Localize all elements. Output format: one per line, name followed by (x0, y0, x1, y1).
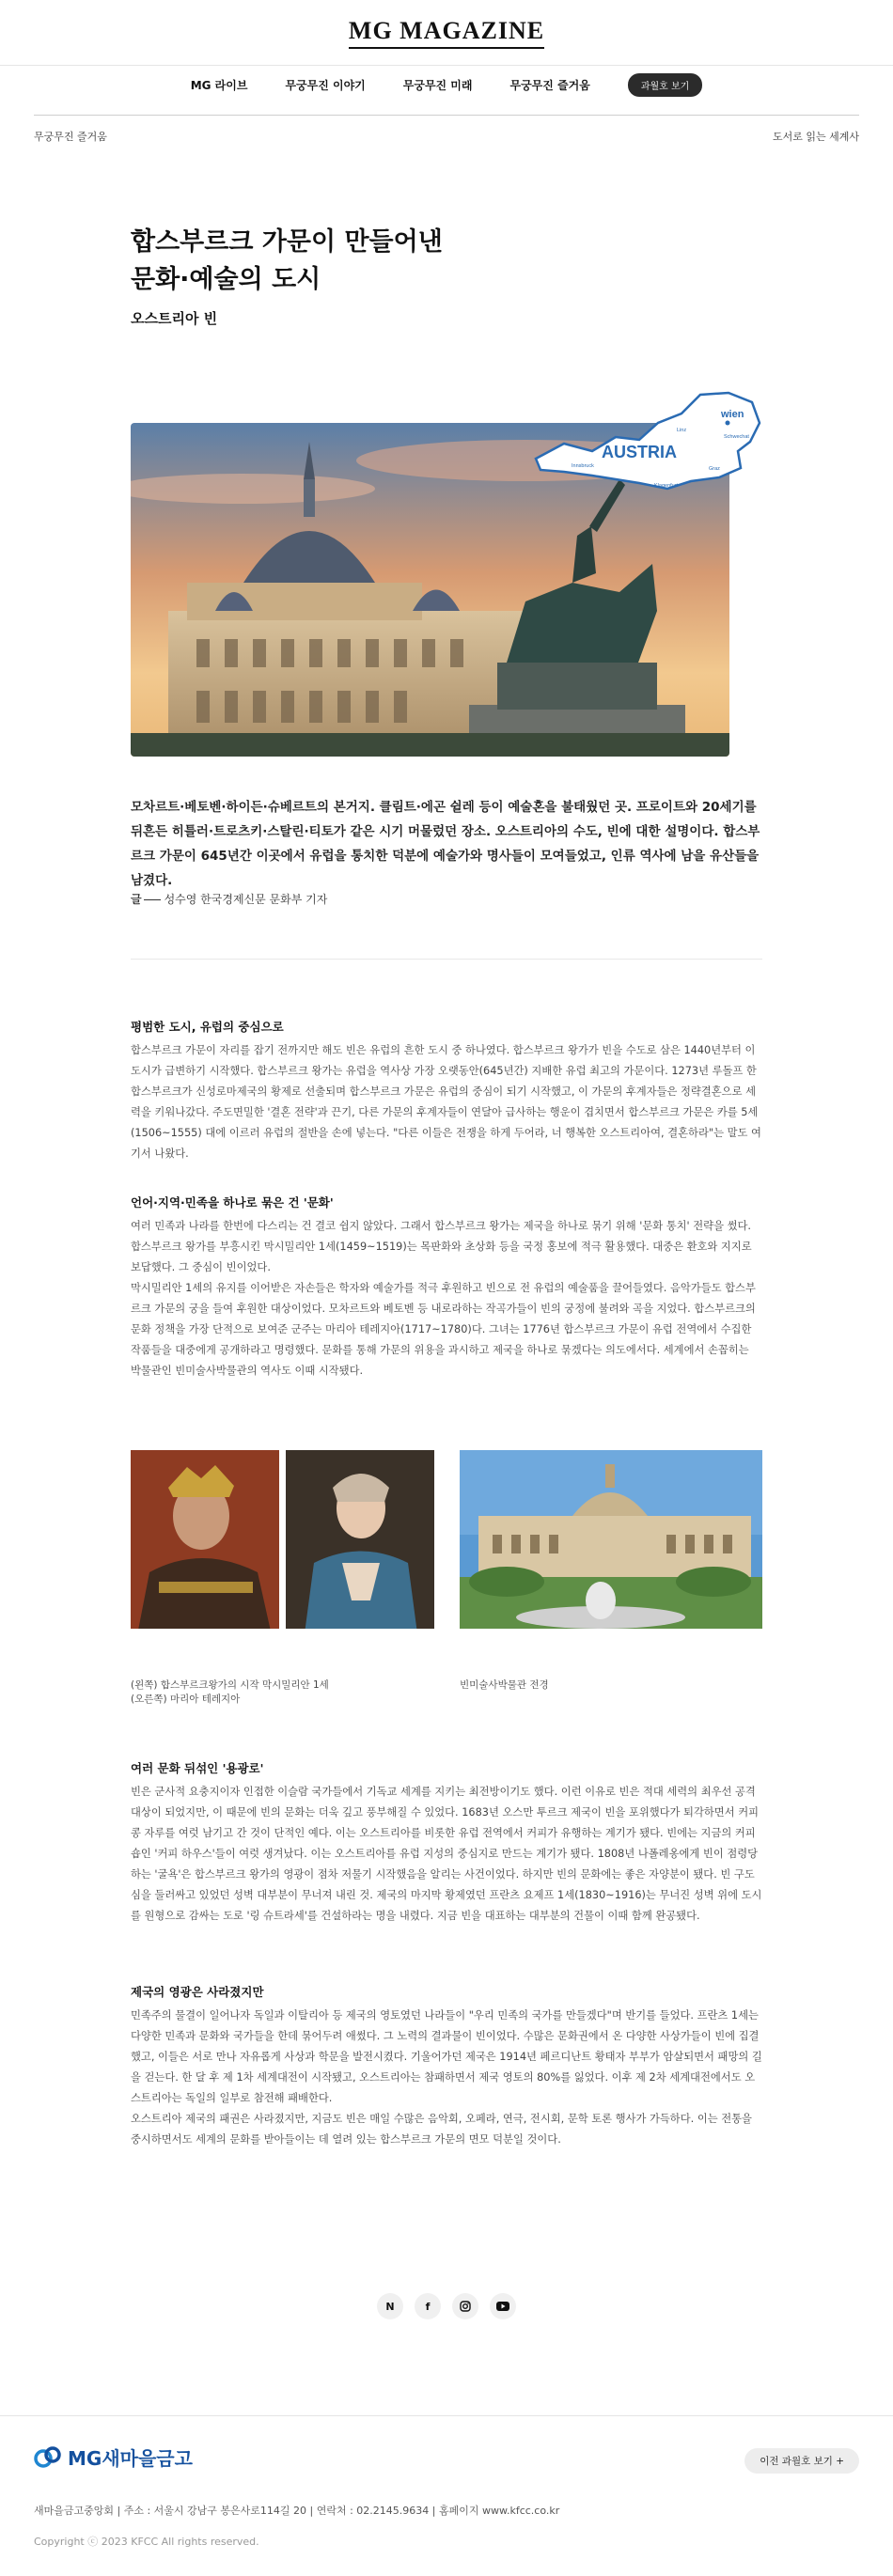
mg-logo-icon (34, 2445, 62, 2470)
title-line-2: 문화·예술의 도시 (131, 265, 321, 294)
section-4-body: 민족주의 물결이 일어나자 독일과 이탈리아 등 제국의 영토였던 나라들이 "우리 민족의 국가를 만들겠다"며 반기를 들었다. 프란츠 1세는 다양한 민족과 문화와 국가들을 한데 묶어두려 애썼다. 그 노력의 결과물이 빈이었다. 수많은 문화권에서 온 다양한 사상가들이 빈에 집결했고, 이들은 서로 만나 자유롭게 사상과 학문을 발전시켰다. 기울어가던 제국은 1914년 페르디난트 황태자 부부가 암살되면서 패망의 길을 걷는다. 한 달 후 제 1차 세계대전이 시작됐고, 오스트리아는 참패하면서 제국 영토의 80%를 잃었다. 이후 제 2차 세계대전에서도 오스트리아는 독일의 일부로 참전해 패배한다. (131, 2009, 762, 2104)
breadcrumb-series[interactable]: 도서로 읽는 세계사 (772, 131, 859, 143)
prev-issue-button[interactable]: 이전 과월호 보기 + (744, 2448, 859, 2474)
past-issues-button[interactable]: 과월호 보기 (628, 73, 702, 97)
section-4-heading: 제국의 영광은 사라졌지만 (131, 1985, 264, 1999)
section-3-heading: 여러 문화 뒤섞인 '용광로' (131, 1761, 264, 1775)
caption-left-line-1: (왼쪽) 합스부르크왕가의 시작 막시밀리안 1세 (131, 1679, 329, 1691)
naver-icon[interactable]: N (377, 2293, 403, 2319)
instagram-icon[interactable] (452, 2293, 478, 2319)
breadcrumb-category[interactable]: 무궁무진 즐거움 (34, 131, 107, 143)
social-links (0, 2293, 893, 2319)
page-title (131, 224, 762, 299)
section-2 (131, 1194, 762, 1382)
footer-info: 새마을금고중앙회 | 주소 : 서울시 강남구 봉은사로114길 20 | 연락처 : 02.2145.9634 | 홈페이지 www.kfcc.co.kr (34, 2505, 560, 2517)
map-city-graz: Graz (709, 466, 720, 472)
section-3-body: 빈은 군사적 요충지이자 인접한 이슬람 국가들에서 기독교 세계를 지키는 최전방이기도 했다. 이런 이유로 빈은 적대 세력의 최우선 공격 대상이 되었지만, 이 때문에 빈의 문화는 더욱 깊고 풍부해질 수 있었다. 1683년 오스만 투르크 제국이 빈을 포위했다가 퇴각하면서 커피콩 자루를 여럿 남기고 간 것이 단적인 예다. 이는 오스트리아를 비롯한 유럽 전역에서 커피가 유행하는 계기가 됐다. 빈에는 지금의 커피숍인 '커피 하우스'들이 여럿 생겨났다. 이는 오스트리아를 유럽 지성의 중심지로 만드는 계기가 됐다. 1808년 나폴레옹에게 빈이 점령당하는 '굴욕'은 합스부르크 왕가의 영광이 점차 저물기 시작했음을 알리는 사건이었다. 하지만 빈의 문화에는 좋은 자양분이 됐다. 빈 구도심을 둘러싸고 있었던 성벽 대부분이 무너져 내린 것. 제국의 마지막 황제였던 프란츠 요제프 1세(1830~1916)는 무너진 성벽 위에 도시를 원형으로 감싸는 도로 '링 슈트라세'를 건설하라는 명을 내렸다. 지금 빈을 대표하는 대부분의 건물이 이때 함께 완공됐다. (131, 1786, 762, 1922)
map-city-schwechat: Schwechat (724, 434, 749, 440)
title-line-1: 합스부르크 가문이 만들어낸 (131, 227, 443, 257)
section-1-heading: 평범한 도시, 유럽의 중심으로 (131, 1020, 284, 1034)
byline-author: 성수영 한국경제신문 문화부 기자 (164, 893, 328, 906)
section-1 (131, 1018, 762, 1164)
section-3 (131, 1759, 762, 1927)
facebook-icon[interactable]: f (415, 2293, 441, 2319)
section-2-body-2: 막시밀리안 1세의 유지를 이어받은 자손들은 학자와 예술가를 적극 후원하고 빈으로 전 유럽의 예술품을 끌어들였다. 음악가들도 합스부르크 가문의 궁을 들여 후원한 대상이었다. 모차르트와 베토벤 등 내로라하는 작곡가들이 빈의 궁정에 불려와 곡을 지었다. 합스부르크의 문화 정책을 가장 단적으로 보여준 군주는 마리아 테레지아(1717~1780)다. 그녀는 1776년 합스부르크 가문이 유럽 전역에서 수집한 작품들을 대중에게 공개하라고 명령했다. 문화를 통해 가문의 위용을 과시하고 제국을 하나로 묶겠다는 의도에서다. 세계에서 손꼽히는 박물관인 빈미술사박물관의 역사도 이때 시작됐다. (131, 1282, 756, 1377)
section-1-body: 합스부르크 가문이 자리를 잡기 전까지만 해도 빈은 유럽의 흔한 도시 중 하나였다. 합스부르크 왕가가 빈을 수도로 삼은 1440년부터 이 도시가 급변하기 시작했다. 합스부르크 왕가는 유럽을 역사상 가장 오랫동안(645년간) 지배한 유럽 최고의 가문이다. 1273년 루돌프 한 합스부르크가 신성로마제국의 황제로 선출되며 합스부르크 가문은 유럽의 중심이 되기 시작했고, 이 가문의 후계자들은 정략결혼으로 세력을 키워나갔다. 주도면밀한 '결혼 전략'과 끈기, 다른 가문의 후계자들이 연달아 급사하는 행운이 겹치면서 합스부르크 가문은 카를 5세(1506~1555) 대에 이르러 유럽의 절반을 손에 넣는다. "다른 이들은 전쟁을 하게 두어라, 너 행복한 오스트리아여, 결혼하라"는 말도 여기서 나왔다. (131, 1044, 761, 1160)
caption-left-line-2: (오른쪽) 마리아 테레지아 (131, 1694, 241, 1705)
image-row (131, 1450, 762, 1629)
nav-item-story[interactable]: 무궁무진 이야기 (285, 78, 366, 92)
section-2-body: 여러 민족과 나라를 한번에 다스리는 건 결코 쉽지 않았다. 그래서 합스부르크 왕가는 제국을 하나로 묶기 위해 '문화 통치' 전략을 썼다. 합스부르크 왕가를 부흥시킨 막시밀리안 1세(1459~1519)는 목판화와 초상화 등을 국정 홍보에 적극 활용했다. 대중은 환호와 지지로 보답했다. 그 중심이 빈이었다. (131, 1220, 752, 1273)
map-city-klagenfurt: Klagenfurt (654, 483, 679, 489)
caption-museum: 빈미술사박물관 전경 (460, 1679, 549, 1691)
main-nav (0, 71, 893, 98)
byline-label: 글 (131, 893, 142, 906)
breadcrumb (34, 115, 859, 144)
nav-item-future[interactable]: 무궁무진 미래 (402, 78, 473, 92)
top-header (0, 0, 893, 66)
page-subtitle: 오스트리아 빈 (131, 310, 218, 327)
map-country-label: AUSTRIA (602, 443, 677, 461)
nav-item-mg-live[interactable]: MG 라이브 (190, 78, 248, 92)
content-divider (131, 959, 762, 960)
footer-brand: MG새마을금고 (68, 2447, 193, 2470)
footer-divider (0, 2415, 893, 2416)
map-city-linz: Linz (677, 428, 687, 433)
austria-map (526, 385, 771, 507)
footer-copyright: Copyright ⓒ 2023 KFCC All rights reserved. (34, 2536, 259, 2548)
section-2-heading: 언어·지역·민족을 하나로 묶은 건 '문화' (131, 1195, 334, 1210)
byline (131, 891, 327, 907)
lead-paragraph: 모차르트·베토벤·하이든·슈베르트의 본거지. 클림트·에곤 쉴레 등이 예술혼을 불태웠던 곳. 프로이트와 20세기를 뒤흔든 히틀러·트로츠키·스탈린·티토가 같은 시기 머물렀던 장소. 오스트리아의 수도, 빈에 대한 설명이다. 합스부르크 가문이 645년간 이곳에서 유럽을 통치한 덕분에 예술가와 명사들이 모여들었고, 인류 역사에 남을 유산들을 남겼다. (131, 800, 760, 888)
caption-portraits (131, 1678, 329, 1707)
footer-logo[interactable] (34, 2443, 193, 2471)
nav-item-fun[interactable]: 무궁무진 즐거움 (509, 78, 590, 92)
map-capital-label: wien (721, 409, 744, 420)
site-logo[interactable]: MG MAGAZINE (349, 17, 544, 49)
youtube-icon[interactable] (490, 2293, 516, 2319)
section-4-body-2: 오스트리아 제국의 패권은 사라졌지만, 지금도 빈은 매일 수많은 음악회, 오페라, 연극, 전시회, 문학 토론 행사가 가득하다. 이는 전통을 중시하면서도 세계의 문화를 받아들이는 데 열려 있는 합스부르크 가문의 면모 덕분일 것이다. (131, 2113, 752, 2146)
map-city-innsbruck: Innsbruck (572, 463, 594, 469)
section-4 (131, 1983, 762, 2150)
